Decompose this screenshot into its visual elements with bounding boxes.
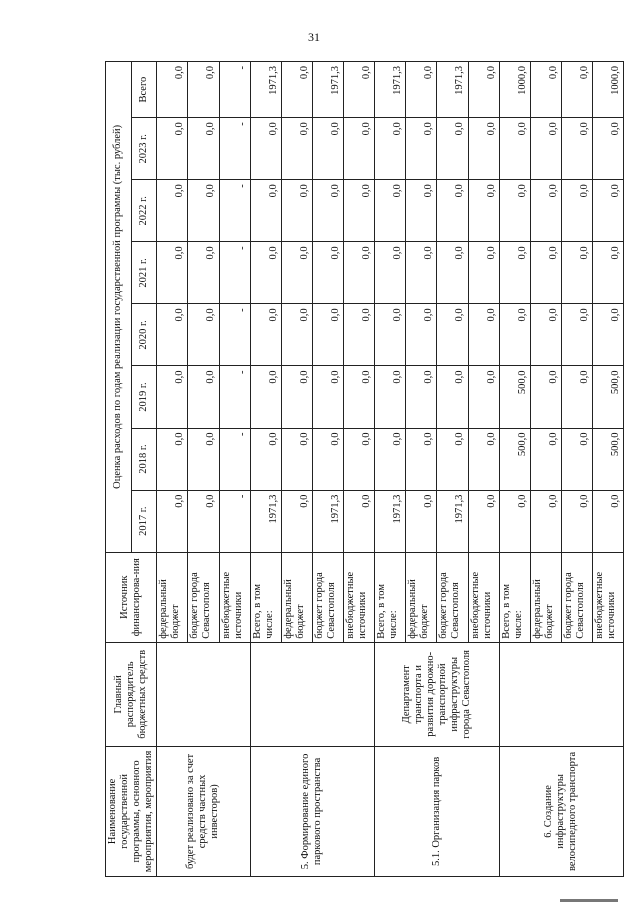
total-cell: 0,0 xyxy=(188,62,219,118)
year-value-cell: 0,0 xyxy=(406,118,437,180)
year-value-cell: - xyxy=(219,490,250,552)
year-value-cell: 0,0 xyxy=(499,242,530,304)
scan-edge-mark xyxy=(560,899,618,902)
year-value-cell: 0,0 xyxy=(530,428,561,490)
funding-source: федеральный бюджет xyxy=(157,552,188,642)
table-row xyxy=(375,62,406,877)
header-year: 2023 г. xyxy=(131,118,157,180)
funding-source: федеральный бюджет xyxy=(530,552,561,642)
year-value-cell: 0,0 xyxy=(375,304,406,366)
year-value-cell: 0,0 xyxy=(188,428,219,490)
year-value-cell: 0,0 xyxy=(406,428,437,490)
year-value-cell: 1971,3 xyxy=(312,490,343,552)
year-value-cell: 0,0 xyxy=(157,304,188,366)
year-value-cell: - xyxy=(219,428,250,490)
year-value-cell: 0,0 xyxy=(468,428,499,490)
year-value-cell: - xyxy=(219,366,250,428)
total-cell: 1971,3 xyxy=(312,62,343,118)
year-value-cell: 0,0 xyxy=(499,304,530,366)
total-cell: 0,0 xyxy=(344,62,375,118)
year-value-cell: 0,0 xyxy=(312,180,343,242)
measure-name: 5.1. Организация парков xyxy=(375,746,500,876)
measure-name: 6. Создание инфраструктуры велосипедного транспорта xyxy=(499,746,624,876)
year-value-cell: 0,0 xyxy=(499,180,530,242)
funding-source: Всего, в том числе: xyxy=(375,552,406,642)
funding-source: бюджет города Севастополя xyxy=(312,552,343,642)
year-value-cell: 0,0 xyxy=(250,242,281,304)
year-value-cell: 0,0 xyxy=(468,180,499,242)
year-value-cell: 0,0 xyxy=(281,366,312,428)
funding-source: внебюджетные источники xyxy=(593,552,624,642)
total-cell: 1971,3 xyxy=(437,62,468,118)
header-total: Всего xyxy=(131,62,157,118)
year-value-cell: 0,0 xyxy=(437,118,468,180)
total-cell: 0,0 xyxy=(281,62,312,118)
year-value-cell: 0,0 xyxy=(437,428,468,490)
year-value-cell: 0,0 xyxy=(344,242,375,304)
year-value-cell: 0,0 xyxy=(530,366,561,428)
total-cell: 1971,3 xyxy=(375,62,406,118)
page-number: 31 xyxy=(308,30,320,44)
year-value-cell: 0,0 xyxy=(375,180,406,242)
funding-source: Всего, в том числе: xyxy=(250,552,281,642)
year-value-cell: 0,0 xyxy=(250,304,281,366)
total-cell: - xyxy=(219,62,250,118)
year-value-cell: 0,0 xyxy=(561,242,592,304)
funding-source: внебюджетные источники xyxy=(344,552,375,642)
header-year: 2022 г. xyxy=(131,180,157,242)
year-value-cell: 1971,3 xyxy=(250,490,281,552)
year-value-cell: 500,0 xyxy=(499,428,530,490)
table-row xyxy=(157,62,188,877)
budget-manager xyxy=(499,642,624,746)
year-value-cell: 0,0 xyxy=(157,366,188,428)
total-cell: 0,0 xyxy=(561,62,592,118)
year-value-cell: 0,0 xyxy=(250,180,281,242)
year-value-cell: 0,0 xyxy=(312,242,343,304)
header-year: 2021 г. xyxy=(131,242,157,304)
year-value-cell: 0,0 xyxy=(375,428,406,490)
funding-source: внебюджетные источники xyxy=(468,552,499,642)
total-cell: 0,0 xyxy=(406,62,437,118)
year-value-cell: 0,0 xyxy=(281,242,312,304)
funding-source: бюджет города Севастополя xyxy=(561,552,592,642)
year-value-cell: 500,0 xyxy=(593,366,624,428)
year-value-cell: 0,0 xyxy=(312,428,343,490)
year-value-cell: 0,0 xyxy=(281,304,312,366)
year-value-cell: 0,0 xyxy=(593,242,624,304)
table-row xyxy=(250,62,281,877)
year-value-cell: 0,0 xyxy=(530,180,561,242)
year-value-cell: 0,0 xyxy=(281,428,312,490)
year-value-cell: 0,0 xyxy=(561,118,592,180)
funding-source: федеральный бюджет xyxy=(406,552,437,642)
year-value-cell: 0,0 xyxy=(499,118,530,180)
year-value-cell: 0,0 xyxy=(561,366,592,428)
year-value-cell: 0,0 xyxy=(593,118,624,180)
year-value-cell: 0,0 xyxy=(344,366,375,428)
year-value-cell: 0,0 xyxy=(437,242,468,304)
measure-name: будет реализовано за счет средств частных инвесторов) xyxy=(157,746,250,876)
year-value-cell: 0,0 xyxy=(281,490,312,552)
year-value-cell: 500,0 xyxy=(593,428,624,490)
year-value-cell: 0,0 xyxy=(250,366,281,428)
year-value-cell: 0,0 xyxy=(530,118,561,180)
year-value-cell: 0,0 xyxy=(375,118,406,180)
year-value-cell: 0,0 xyxy=(406,242,437,304)
year-value-cell: 500,0 xyxy=(499,366,530,428)
header-source: Источник финансирова-ния xyxy=(106,552,157,642)
year-value-cell: 0,0 xyxy=(312,366,343,428)
year-value-cell: 0,0 xyxy=(561,180,592,242)
year-value-cell: 0,0 xyxy=(437,180,468,242)
header-year: 2019 г. xyxy=(131,366,157,428)
year-value-cell: 0,0 xyxy=(344,180,375,242)
year-value-cell: 0,0 xyxy=(593,304,624,366)
budget-manager xyxy=(157,642,250,746)
year-value-cell: 0,0 xyxy=(312,118,343,180)
year-value-cell: 0,0 xyxy=(406,180,437,242)
year-value-cell: 0,0 xyxy=(157,180,188,242)
funding-source: внебюджетные источники xyxy=(219,552,250,642)
year-value-cell: 0,0 xyxy=(157,490,188,552)
funding-source: бюджет города Севастополя xyxy=(188,552,219,642)
year-value-cell: 0,0 xyxy=(188,366,219,428)
year-value-cell: 0,0 xyxy=(312,304,343,366)
total-cell: 1000,0 xyxy=(499,62,530,118)
year-value-cell: 0,0 xyxy=(281,180,312,242)
header-year: 2017 г. xyxy=(131,490,157,552)
total-cell: 0,0 xyxy=(157,62,188,118)
year-value-cell: 0,0 xyxy=(530,304,561,366)
year-value-cell: 0,0 xyxy=(530,242,561,304)
year-value-cell: 0,0 xyxy=(250,118,281,180)
rotated-table-container xyxy=(105,61,622,877)
year-value-cell: 0,0 xyxy=(188,490,219,552)
table-body xyxy=(157,62,624,877)
table-row xyxy=(499,62,530,877)
total-cell: 0,0 xyxy=(468,62,499,118)
header-year: 2018 г. xyxy=(131,428,157,490)
year-value-cell: 0,0 xyxy=(344,118,375,180)
header-year: 2020 г. xyxy=(131,304,157,366)
header-row-1 xyxy=(106,62,132,877)
year-value-cell: 0,0 xyxy=(561,490,592,552)
year-value-cell: 0,0 xyxy=(561,304,592,366)
header-name: Наименование государственной программы, основного мероприятия, мероприятия xyxy=(106,746,157,876)
year-value-cell: 0,0 xyxy=(157,428,188,490)
year-value-cell: 0,0 xyxy=(406,304,437,366)
year-value-cell: 0,0 xyxy=(468,304,499,366)
funding-source: федеральный бюджет xyxy=(281,552,312,642)
total-cell: 1000,0 xyxy=(593,62,624,118)
year-value-cell: 0,0 xyxy=(593,180,624,242)
expenses-table xyxy=(105,61,624,877)
year-value-cell: 0,0 xyxy=(344,428,375,490)
header-expenses-group: Оценка расходов по годам реализации государственной программы (тыс. рублей) xyxy=(106,62,132,553)
year-value-cell: 0,0 xyxy=(437,304,468,366)
year-value-cell: 0,0 xyxy=(593,490,624,552)
year-value-cell: 0,0 xyxy=(375,366,406,428)
year-value-cell: - xyxy=(219,242,250,304)
year-value-cell: 0,0 xyxy=(561,428,592,490)
year-value-cell: 1971,3 xyxy=(437,490,468,552)
year-value-cell: 0,0 xyxy=(468,118,499,180)
total-cell: 0,0 xyxy=(530,62,561,118)
year-value-cell: 0,0 xyxy=(188,118,219,180)
year-value-cell: 1971,3 xyxy=(375,490,406,552)
year-value-cell: 0,0 xyxy=(499,490,530,552)
year-value-cell: 0,0 xyxy=(188,180,219,242)
year-value-cell: 0,0 xyxy=(468,366,499,428)
budget-manager xyxy=(250,642,375,746)
budget-manager: Департамент транспорта и развития дорожно-транспортной инфраструктуры города Севастополя xyxy=(375,642,500,746)
year-value-cell: - xyxy=(219,304,250,366)
year-value-cell: 0,0 xyxy=(468,242,499,304)
year-value-cell: 0,0 xyxy=(468,490,499,552)
total-cell: 1971,3 xyxy=(250,62,281,118)
funding-source: бюджет города Севастополя xyxy=(437,552,468,642)
year-value-cell: 0,0 xyxy=(157,242,188,304)
year-value-cell: 0,0 xyxy=(344,490,375,552)
year-value-cell: 0,0 xyxy=(530,490,561,552)
year-value-cell: 0,0 xyxy=(344,304,375,366)
measure-name: 5. Формирование единого паркового пространства xyxy=(250,746,375,876)
year-value-cell: 0,0 xyxy=(188,304,219,366)
year-value-cell: 0,0 xyxy=(406,490,437,552)
year-value-cell: 0,0 xyxy=(375,242,406,304)
year-value-cell: 0,0 xyxy=(188,242,219,304)
year-value-cell: - xyxy=(219,180,250,242)
year-value-cell: 0,0 xyxy=(281,118,312,180)
year-value-cell: 0,0 xyxy=(406,366,437,428)
header-manager: Главный распорядитель бюджетных средств xyxy=(106,642,157,746)
year-value-cell: 0,0 xyxy=(437,366,468,428)
funding-source: Всего, в том числе: xyxy=(499,552,530,642)
year-value-cell: 0,0 xyxy=(250,428,281,490)
year-value-cell: 0,0 xyxy=(157,118,188,180)
year-value-cell: - xyxy=(219,118,250,180)
